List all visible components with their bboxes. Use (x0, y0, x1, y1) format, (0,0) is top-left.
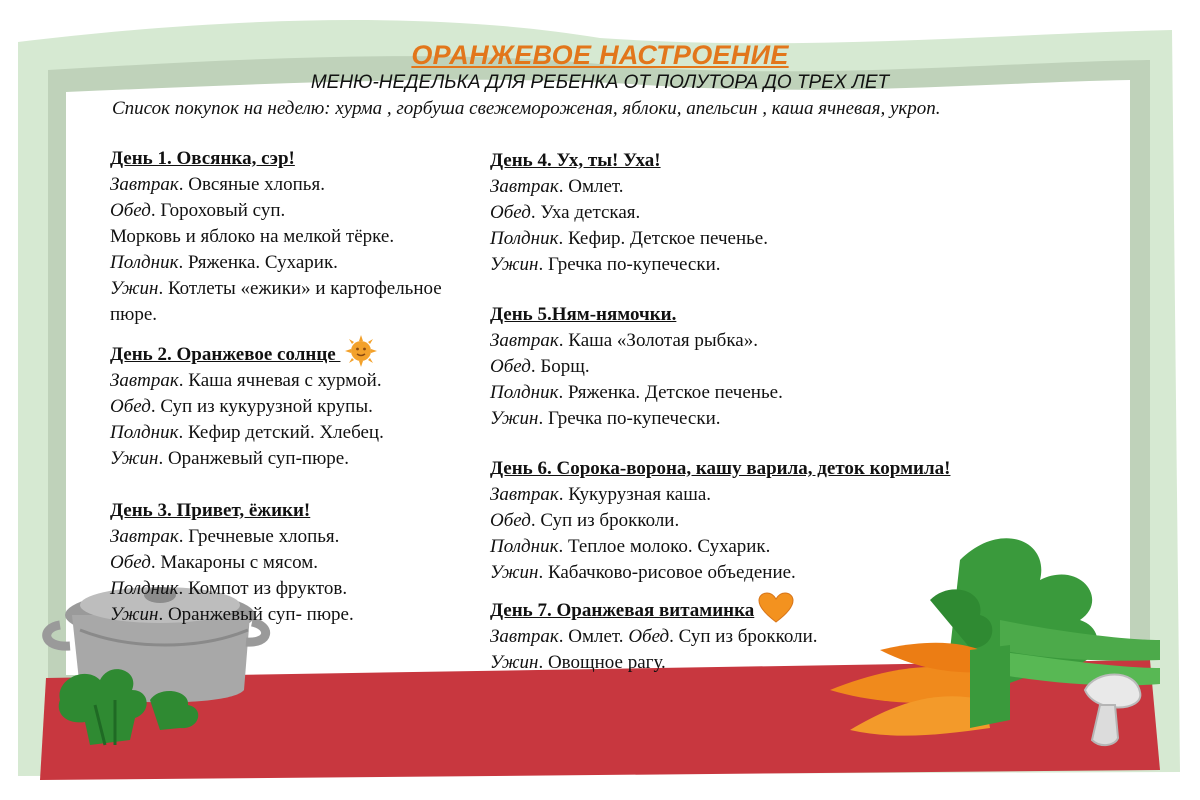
snack-line (110, 576, 470, 602)
snack-text: . Ряженка. Детское печенье. (558, 382, 783, 403)
day-6 (490, 456, 1050, 586)
snack-label: Полдник (490, 382, 559, 403)
lunch-label: Обед (490, 356, 531, 377)
day-5 (490, 302, 1050, 432)
dinner-text: . Овощное рагу. (538, 652, 666, 673)
dinner-line (490, 560, 1050, 586)
lunch-line (110, 550, 470, 576)
breakfast-text: . Омлет. (558, 626, 624, 647)
dinner-text: . Кабачково-рисовое объедение. (538, 562, 796, 583)
dinner-text: . Оранжевый суп-пюре. (158, 448, 349, 469)
left-column (110, 146, 470, 628)
day-title: День 5.Ням-нямочки. (490, 304, 677, 325)
day-title: День 6. Сорока-ворона, кашу варила, деток кормила! (490, 458, 951, 479)
dinner-line (110, 446, 470, 472)
snack-line (490, 380, 1050, 406)
snack-text: . Компот из фруктов. (178, 578, 348, 599)
lunch-text: . Борщ. (530, 356, 590, 377)
lunch-label: Обед (490, 202, 531, 223)
breakfast-line (490, 482, 1050, 508)
breakfast-label: Завтрак (490, 484, 559, 505)
snack-line (110, 250, 470, 276)
dinner-line (490, 650, 1050, 676)
breakfast-label: Завтрак (490, 176, 559, 197)
breakfast-label: Завтрак (490, 626, 559, 647)
dinner-line (490, 252, 1050, 278)
dinner-label: Ужин (110, 604, 159, 625)
lunch-label: Обед (110, 200, 151, 221)
lunch-text: . Макароны с мясом. (150, 552, 319, 573)
breakfast-line (110, 172, 470, 198)
day-title (110, 334, 470, 368)
heart-icon (758, 592, 794, 624)
dinner-line (110, 602, 470, 628)
extra-line: Морковь и яблоко на мелкой тёрке. (110, 226, 395, 247)
day-title-text: День 2. Оранжевое солнце (110, 344, 341, 365)
breakfast-line (110, 524, 470, 550)
breakfast-text: . Каша ячневая с хурмой. (178, 370, 382, 391)
day-title: День 4. Ух, ты! Уха! (490, 150, 661, 171)
lunch-label: Обед (490, 510, 531, 531)
lunch-line (110, 198, 470, 224)
dinner-text: . Гречка по-купечески. (538, 408, 721, 429)
dinner-line (490, 406, 1050, 432)
breakfast-line (490, 174, 1050, 200)
dinner-text: . Оранжевый суп- пюре. (158, 604, 354, 625)
dinner-text: . Котлеты «ежики» и картофельное пюре. (110, 278, 442, 325)
breakfast-label: Завтрак (110, 526, 179, 547)
lunch-label: Обед (110, 552, 151, 573)
dinner-label: Ужин (490, 254, 539, 275)
lunch-text: . Гороховый суп. (150, 200, 286, 221)
page-title: ОРАНЖЕВОЕ НАСТРОЕНИЕ (411, 40, 789, 70)
snack-label: Полдник (490, 536, 559, 557)
right-column (490, 148, 1050, 676)
lunch-line (490, 354, 1050, 380)
snack-text: . Теплое молоко. Сухарик. (558, 536, 771, 557)
lunch-text: . Суп из кукурузной крупы. (150, 396, 373, 417)
snack-line (110, 420, 470, 446)
snack-label: Полдник (110, 578, 179, 599)
day-title: День 3. Привет, ёжики! (110, 500, 311, 521)
lunch-text: . Уха детская. (530, 202, 641, 223)
dinner-line (110, 276, 470, 328)
breakfast-text: . Гречневые хлопья. (178, 526, 340, 547)
lunch-line (110, 394, 470, 420)
lunch-label: Обед (628, 626, 670, 647)
day-7 (490, 592, 1050, 676)
day-4 (490, 148, 1050, 278)
breakfast-text: . Омлет. (558, 176, 624, 197)
lunch-line (490, 200, 1050, 226)
dinner-text: . Гречка по-купечески. (538, 254, 721, 275)
breakfast-label: Завтрак (490, 330, 559, 351)
day-title: День 1. Овсянка, сэр! (110, 148, 295, 169)
snack-label: Полдник (110, 422, 179, 443)
breakfast-text: . Каша «Золотая рыбка». (558, 330, 758, 351)
snack-line (490, 534, 1050, 560)
snack-line (490, 226, 1050, 252)
snack-label: Полдник (490, 228, 559, 249)
dinner-label: Ужин (110, 278, 159, 299)
snack-text: . Ряженка. Сухарик. (178, 252, 338, 273)
breakfast-text: . Овсяные хлопья. (178, 174, 325, 195)
dinner-label: Ужин (490, 408, 539, 429)
breakfast-line (490, 328, 1050, 354)
breakfast-text: . Кукурузная каша. (558, 484, 712, 505)
page-subtitle: МЕНЮ-НЕДЕЛЬКА ДЛЯ РЕБЕНКА ОТ ПОЛУТОРА ДО ТРЕХ ЛЕТ (310, 72, 890, 93)
snack-text: . Кефир детский. Хлебец. (178, 422, 384, 443)
day-1 (110, 146, 470, 328)
breakfast-label: Завтрак (110, 370, 179, 391)
breakfast-line (110, 368, 470, 394)
dinner-label: Ужин (490, 652, 539, 673)
breakfast-lunch-line (490, 624, 1050, 650)
shopping-list: Список покупок на неделю: хурма , горбуша свежемороженая, яблоки, апельсин , каша ячневая, укроп. (112, 98, 941, 119)
lunch-line (490, 508, 1050, 534)
lunch-label: Обед (110, 396, 151, 417)
lunch-text: . Суп из брокколи. (530, 510, 680, 531)
snack-label: Полдник (110, 252, 179, 273)
lunch-text: . Суп из брокколи. (669, 626, 818, 647)
breakfast-label: Завтрак (110, 174, 179, 195)
day-title (490, 592, 1050, 624)
day-title-text: День 7. Оранжевая витаминка (490, 600, 755, 621)
day-2 (110, 334, 470, 472)
snack-text: . Кефир. Детское печенье. (558, 228, 768, 249)
dinner-label: Ужин (490, 562, 539, 583)
sun-icon (344, 334, 378, 368)
day-3 (110, 498, 470, 628)
dinner-label: Ужин (110, 448, 159, 469)
